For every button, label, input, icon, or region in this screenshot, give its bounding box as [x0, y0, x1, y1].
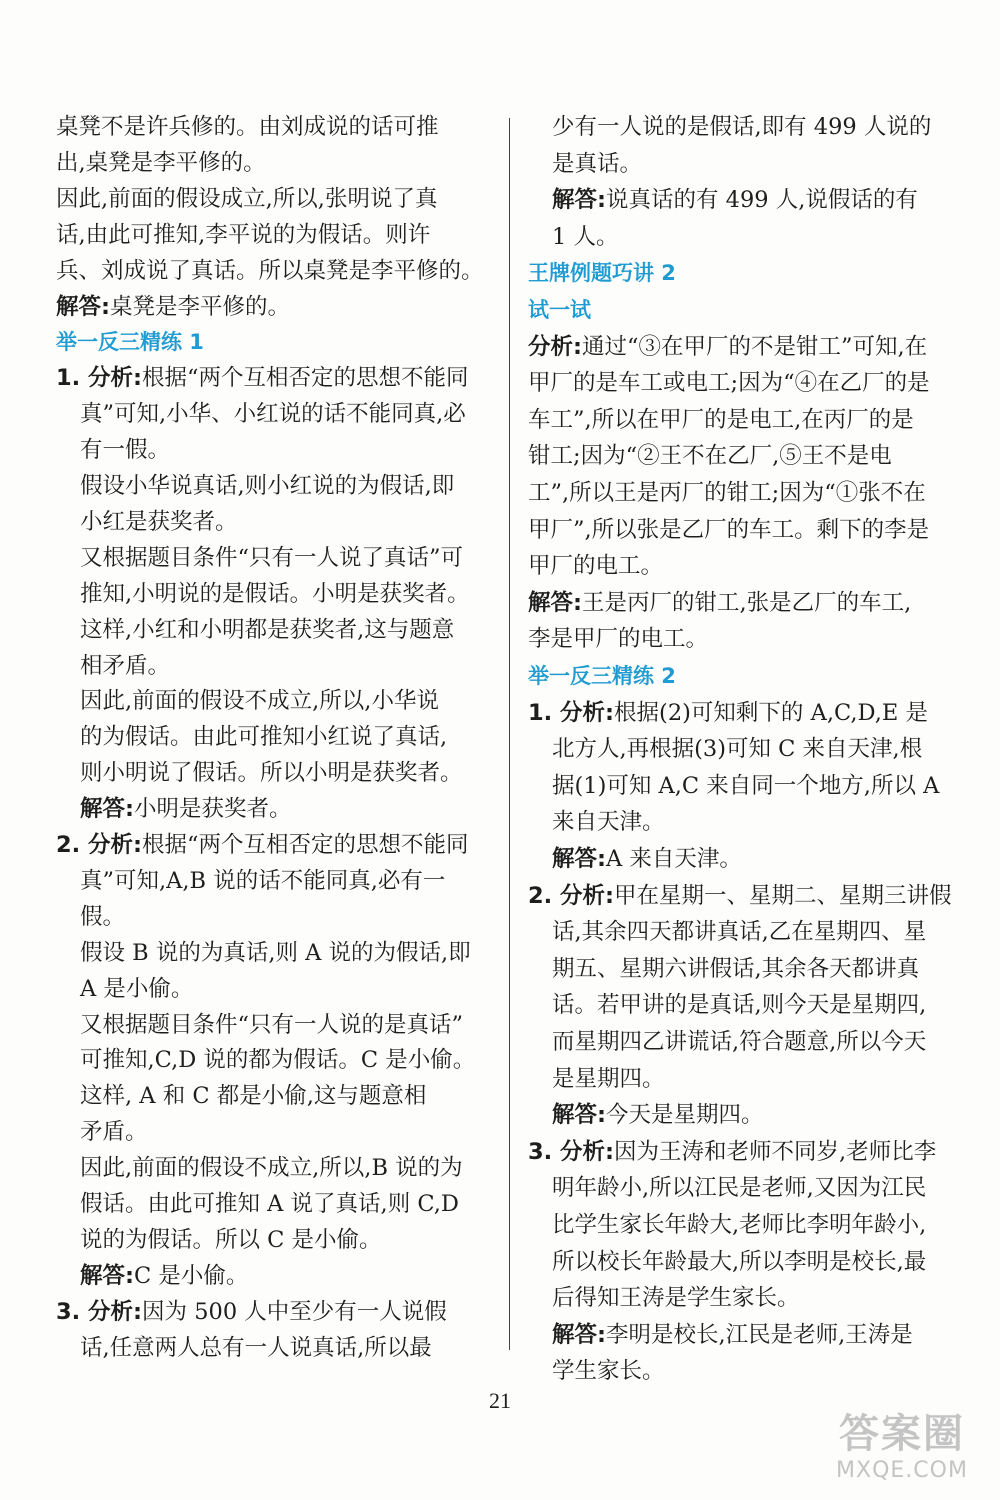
text-line [80, 1150, 463, 1186]
text-line [552, 1061, 665, 1097]
text-line [528, 548, 663, 584]
text-line [80, 1222, 382, 1258]
line-text: 北方人,再根据(3)可知 C 来自天津,根 [552, 736, 923, 763]
text-line [80, 396, 466, 432]
text-line [552, 841, 742, 877]
line-text: 因此,前面的假设不成立,所以,B 说的为 [80, 1155, 463, 1182]
line-text: 推知,小明说的是假话。小明是获奖者。 [80, 580, 470, 607]
text-line [80, 576, 470, 612]
line-text: 根据“两个互相否定的思想不能同 [142, 365, 469, 392]
label-bold: 分析: [560, 1138, 615, 1165]
line-text: 据(1)可知 A,C 来自同一个地方,所以 A [552, 772, 940, 799]
label-bold: 分析: [88, 365, 143, 392]
section-heading [528, 292, 591, 328]
line-text: 有一假。 [80, 437, 171, 464]
text-line [528, 585, 911, 621]
section-heading [528, 658, 676, 694]
text-line [552, 731, 922, 767]
text-line [80, 540, 463, 576]
text-line [80, 1078, 426, 1114]
line-text: 可推知,C,D 说的都为假话。C 是小偷。 [80, 1047, 476, 1074]
line-text: 真”可知,A,B 说的话不能同真,必有一 [80, 867, 446, 894]
line-text: 这样, A 和 C 都是小偷,这与题意相 [80, 1083, 427, 1110]
line-text: 学生家长。 [552, 1358, 665, 1385]
text-line [56, 217, 430, 253]
text-line [80, 1042, 475, 1078]
line-text: 则小明说了假话。所以小明是获奖者。 [80, 760, 463, 787]
line-text: 甲在星期一、星期二、星期三讲假 [614, 882, 952, 909]
text-line [552, 1244, 926, 1280]
line-text: 话,由此可推知,李平说的为假话。则许 [56, 221, 431, 248]
text-line [80, 648, 170, 684]
text-line [80, 791, 292, 827]
line-text: A 来自天津。 [606, 846, 742, 872]
line-text: 李明是校长,江民是老师,王涛是 [606, 1321, 913, 1348]
line-text: 因此,前面的假设不成立,所以,小华说 [80, 688, 439, 715]
line-text: 通过“③在甲厂的不是钳工”可知,在 [582, 333, 928, 360]
text-line [528, 329, 927, 365]
text-line [552, 1207, 926, 1243]
text-line [528, 475, 926, 511]
watermark-logo [812, 1410, 992, 1494]
section-heading-text: 举一反三精练 1 [56, 330, 204, 355]
text-line [528, 695, 928, 731]
text-line [80, 971, 193, 1007]
text-line [80, 935, 471, 971]
text-line [80, 683, 439, 719]
line-text: 说的为假话。所以 C 是小偷。 [80, 1226, 382, 1253]
section-heading-text: 举一反三精练 2 [528, 664, 676, 688]
line-text: 因为 500 人中至少有一人说假 [142, 1298, 447, 1325]
line-text: 工”,所以王是丙厂的钳工;因为“①张不在 [528, 480, 926, 506]
text-line [552, 182, 918, 218]
line-text: 又根据题目条件“只有一人说的是真话” [80, 1011, 464, 1038]
text-line [80, 1258, 248, 1294]
text-line [80, 1186, 459, 1222]
line-text: 车工”,所以在甲厂的是电工,在丙厂的是 [528, 406, 914, 433]
line-text: 根据(2)可知剩下的 A,C,D,E 是 [614, 699, 929, 726]
label-bold: 分析: [560, 882, 615, 909]
line-text: 是星期四。 [552, 1065, 665, 1092]
text-line [552, 914, 926, 950]
line-text: 因为王涛和老师不同岁,老师比李 [614, 1138, 937, 1165]
line-text: 假设 B 说的为真话,则 A 说的为假话,即 [80, 939, 471, 966]
line-text: 话。若甲讲的是真话,则今天是星期四, [552, 992, 927, 1019]
line-text: 说真话的有 499 人,说假话的有 [606, 187, 918, 214]
line-text: 兵、刘成说了真话。所以桌凳是李平修的。 [56, 257, 484, 284]
text-line [56, 109, 439, 145]
text-line [56, 360, 469, 396]
line-text: 这样,小红和小明都是获奖者,这与题意 [80, 616, 455, 643]
text-line [80, 1114, 148, 1150]
label-bold: 解答: [552, 846, 606, 872]
text-line [56, 289, 290, 325]
line-text: 今天是星期四。 [606, 1102, 764, 1129]
text-line [80, 432, 170, 468]
line-text: 所以校长年龄最大,所以李明是校长,最 [552, 1248, 927, 1275]
text-line [56, 181, 437, 217]
text-line [56, 827, 469, 863]
label-bold: 解答: [80, 796, 134, 823]
line-text: 相矛盾。 [80, 652, 171, 679]
line-text: 明年龄小,所以江民是老师,又因为江民 [552, 1175, 927, 1202]
line-text: C 是小偷。 [134, 1262, 249, 1289]
line-text: 假话。由此可推知 A 说了真话,则 C,D [80, 1191, 459, 1217]
text-line [528, 621, 708, 657]
line-text: 少有一人说的是假话,即有 499 人说的 [552, 114, 932, 140]
line-text: 钳工;因为“②王不在乙厂,⑤王不是电 [528, 443, 892, 470]
line-text: 是真话。 [552, 150, 643, 177]
line-text: 真”可知,小华、小红说的话不能同真,必 [80, 401, 466, 428]
line-text: 甲厂”,所以张是乙厂的车工。剩下的李是 [528, 516, 930, 543]
text-line [80, 755, 463, 791]
text-line [80, 719, 447, 755]
text-line [552, 951, 919, 987]
label-bold: 分析: [528, 333, 582, 360]
watermark-text: 答案圈 [839, 1411, 965, 1457]
label-bold: 解答: [552, 1321, 606, 1348]
page-number: 21 [489, 1388, 511, 1413]
text-line [528, 438, 892, 474]
line-text: 出,桌凳是李平修的。 [56, 149, 266, 176]
line-text: 后得知王涛是学生家长。 [552, 1285, 800, 1312]
label-bold: 解答: [552, 1102, 606, 1129]
line-text: 王是丙厂的钳工,张是乙厂的车工, [582, 589, 912, 616]
text-line [80, 504, 238, 540]
line-text: 小红是获奖者。 [80, 508, 238, 535]
column-divider [509, 118, 510, 1350]
label-bold: 分析: [88, 1298, 143, 1325]
line-text: 1 人。 [552, 223, 619, 250]
line-text: 桌凳是李平修的。 [110, 293, 291, 320]
label-bold: 解答: [80, 1262, 134, 1289]
line-text: A 是小偷。 [80, 975, 194, 1002]
text-line [80, 612, 454, 648]
text-line [552, 987, 926, 1023]
text-line [80, 899, 125, 935]
label-bold: 分析: [560, 699, 615, 726]
text-line [528, 1134, 936, 1170]
line-text: 甲厂的电工。 [528, 553, 664, 580]
line-text: 甲厂的是车工或电工;因为“④在乙厂的是 [528, 370, 930, 397]
line-text: 比学生家长年龄大,老师比李明年龄小, [552, 1212, 927, 1238]
text-line [80, 1330, 432, 1366]
section-heading [528, 255, 676, 291]
line-text: 李是甲厂的电工。 [528, 626, 709, 653]
text-line [552, 1170, 926, 1206]
line-text: 根据“两个互相否定的思想不能同 [142, 832, 469, 858]
line-text: 矛盾。 [80, 1119, 148, 1146]
text-line [552, 1353, 665, 1389]
item-number: 3. [528, 1138, 561, 1165]
text-line [528, 512, 929, 548]
text-line [80, 468, 454, 504]
item-number: 2. [528, 882, 561, 909]
text-line [552, 768, 939, 804]
item-number: 1. [528, 699, 561, 726]
section-heading-text: 试一试 [528, 298, 591, 322]
label-bold: 解答: [56, 293, 110, 320]
text-line [552, 109, 931, 145]
label-bold: 解答: [552, 187, 606, 214]
item-number: 2. [56, 832, 89, 858]
section-heading [56, 324, 204, 360]
line-text: 假设小华说真话,则小红说的为假话,即 [80, 473, 455, 499]
text-line [552, 1097, 764, 1133]
section-heading-text: 王牌例题巧讲 2 [528, 261, 676, 286]
text-line [528, 878, 952, 914]
line-text: 因此,前面的假设成立,所以,张明说了真 [56, 185, 438, 212]
text-line [56, 253, 484, 289]
line-text: 话,其余四天都讲真话,乙在星期四、星 [552, 919, 927, 946]
text-line [528, 402, 914, 438]
text-line [56, 1294, 447, 1330]
line-text: 期五、星期六讲假话,其余各天都讲真 [552, 955, 920, 982]
line-text: 话,任意两人总有一人说真话,所以最 [80, 1334, 432, 1361]
text-line [80, 863, 445, 899]
text-line [552, 146, 642, 182]
line-text: 而星期四乙讲谎话,符合题意,所以今天 [552, 1029, 927, 1055]
item-number: 1. [56, 365, 89, 392]
text-line [552, 804, 665, 840]
line-text: 假。 [80, 903, 126, 930]
line-text: 的为假话。由此可推知小红说了真话, [80, 724, 448, 751]
text-line [528, 365, 930, 401]
text-line [552, 1280, 800, 1316]
text-line [80, 1007, 463, 1043]
line-text: 来自天津。 [552, 809, 665, 836]
item-number: 3. [56, 1298, 89, 1325]
line-text: 又根据题目条件“只有一人说了真话”可 [80, 544, 464, 571]
watermark-url: MXQE.COM [836, 1458, 968, 1483]
text-line [56, 145, 266, 181]
line-text: 桌凳不是许兵修的。由刘成说的话可推 [56, 114, 439, 140]
label-bold: 解答: [528, 589, 582, 616]
text-line [552, 1024, 926, 1060]
line-text: 小明是获奖者。 [134, 796, 292, 823]
text-line [552, 1317, 913, 1353]
label-bold: 分析: [88, 832, 143, 858]
text-line [552, 219, 618, 255]
